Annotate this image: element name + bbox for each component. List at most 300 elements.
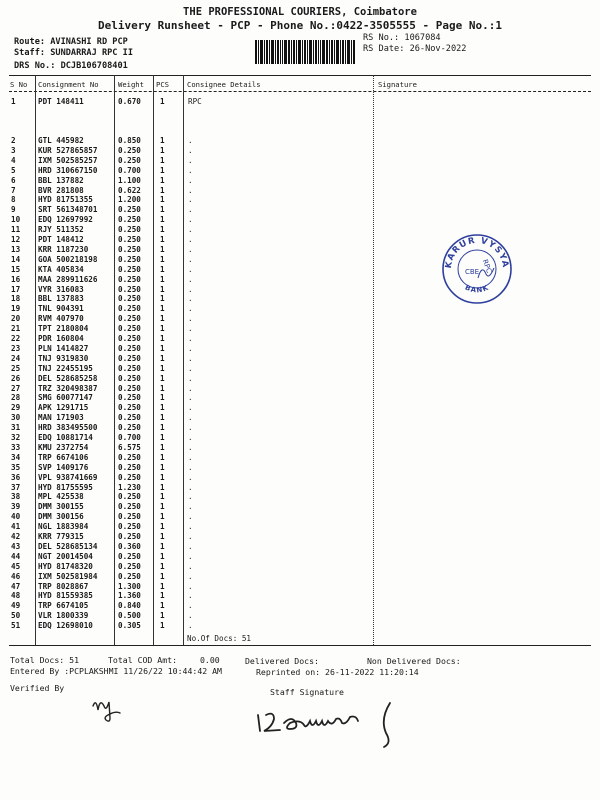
row-pcs: 1 [160,274,165,284]
row-pcs: 1 [160,383,165,393]
row-pcs: 1 [160,492,165,502]
row-consignment: MAN 171903 [38,413,84,423]
row-sno: 1 [11,97,16,106]
stamp-bank-word: BANK [463,283,491,295]
table-row [0,433,380,443]
row-sno: 32 [11,433,21,442]
row-sno: 3 [11,145,16,155]
row-weight: 0.250 [118,334,141,343]
row-consignment: DMM 300155 [38,502,84,512]
table-row [0,384,380,394]
row-weight: 0.250 [118,423,141,433]
table-row [0,453,380,463]
row-consignment: SVP 1409176 [38,462,89,472]
row-details: . [188,353,193,363]
table-row [0,195,380,205]
row-weight: 0.622 [118,185,141,195]
row-pcs: 1 [160,472,165,482]
row-details: . [188,611,193,621]
row-consignment: TNL 904391 [38,304,84,314]
row-sno: 50 [11,611,21,621]
row-consignment: PDT 148412 [38,235,84,244]
row-weight: 0.360 [118,541,141,551]
row-sno: 19 [11,304,21,314]
row-consignment: NGL 1883984 [38,522,89,532]
table-row [0,413,380,423]
table-row [0,245,380,255]
row-sno: 28 [11,393,21,403]
table-row [0,374,380,384]
row-weight: 0.700 [118,433,141,442]
row-consignment: PDR 160804 [38,334,84,343]
table-row [0,314,380,324]
row-weight: 6.575 [118,442,141,452]
row-sno: 42 [11,532,21,541]
row-details: . [188,482,193,492]
row-pcs: 1 [160,423,165,433]
col-header-consignment: Consignment No [38,80,99,89]
row-details: . [188,472,193,482]
row-weight: 0.250 [118,145,141,155]
row-sno: 44 [11,551,21,561]
table-row [0,423,380,433]
no-of-docs: No.Of Docs: 51 [187,634,252,643]
row-pcs: 1 [160,581,165,591]
row-details: . [188,462,193,472]
row-consignment: APK 1291715 [38,403,89,413]
row-sno: 29 [11,403,21,413]
table-row [0,146,380,156]
row-details: . [188,284,193,294]
row-details: . [188,314,193,324]
row-consignment: HYD 81751355 [38,195,93,205]
row-weight: 1.200 [118,195,141,205]
row-consignment: RVM 407970 [38,314,84,324]
row-consignment: TRP 6674105 [38,601,89,611]
row-sno: 4 [11,155,16,165]
row-weight: 1.360 [118,591,141,601]
row-pcs: 1 [160,195,165,205]
row-sno: 12 [11,235,21,244]
table-header-rule [9,91,591,92]
svg-text:BANK [464,283,491,294]
row-pcs: 1 [160,175,165,185]
row-sno: 8 [11,195,16,205]
row-details: . [188,205,193,215]
row-weight: 0.250 [118,551,141,561]
row-sno: 20 [11,314,21,324]
total-cod-amount: 0.00 [200,655,220,665]
table-row [0,393,380,403]
row-weight: 0.250 [118,324,141,334]
staff-signature [250,695,410,750]
row-consignment: KRR 1187230 [38,244,89,254]
row-sno: 33 [11,442,21,452]
row-weight: 0.250 [118,522,141,532]
row-sno: 49 [11,601,21,611]
row-weight: 0.250 [118,284,141,294]
row-details: . [188,373,193,383]
row-details: . [188,264,193,274]
row-weight: 0.850 [118,136,141,145]
row-sno: 45 [11,561,21,571]
row-weight: 0.250 [118,452,141,462]
stamp-bank-name: KARUR VYSYA [443,235,511,270]
row-pcs: 1 [160,522,165,532]
row-consignment: KUR 527865857 [38,145,98,155]
row-weight: 0.250 [118,472,141,482]
row-pcs: 1 [160,393,165,403]
row-details: . [188,185,193,195]
row-pcs: 1 [160,601,165,611]
table-row [0,483,380,493]
row-sno: 16 [11,274,21,284]
row-consignment: IXM 502581984 [38,571,98,581]
row-pcs: 1 [160,353,165,363]
row-sno: 25 [11,363,21,373]
table-row [0,265,380,275]
row-pcs: 1 [160,205,165,215]
table-row [0,502,380,512]
table-row [0,324,380,334]
table-row [0,512,380,522]
row-details: . [188,393,193,403]
row-details: . [188,591,193,601]
row-sno: 51 [11,621,21,631]
table-row [0,463,380,473]
table-row [0,215,380,225]
row-details: . [188,145,193,155]
row-consignment: KMU 2372754 [38,442,89,452]
row-pcs: 1 [160,512,165,522]
row-consignment: HRD 310667150 [38,165,98,175]
row-details: . [188,621,193,631]
row-sno: 14 [11,254,21,264]
table-row [0,552,380,562]
row-consignment: DEL 528685134 [38,541,98,551]
row-weight: 1.100 [118,175,141,185]
row-sno: 35 [11,462,21,472]
row-pcs: 1 [160,294,165,304]
table-row [0,473,380,483]
row-sno: 11 [11,225,21,235]
table-row [0,285,380,295]
row-details: . [188,452,193,462]
row-weight: 0.250 [118,264,141,274]
row-weight: 0.250 [118,532,141,541]
row-sno: 22 [11,334,21,343]
row-details: . [188,274,193,284]
row-pcs: 1 [160,502,165,512]
row-consignment: VLR 1800339 [38,611,89,621]
row-details: . [188,522,193,532]
table-row [0,443,380,453]
row-pcs: 1 [160,165,165,175]
row-consignment: HYD 81748320 [38,561,93,571]
row-weight: 0.250 [118,571,141,581]
row-sno: 2 [11,136,16,145]
row-sno: 36 [11,472,21,482]
row-sno: 26 [11,373,21,383]
row-consignment: HYD 81755595 [38,482,93,492]
row-weight: 0.250 [118,462,141,472]
row-pcs: 1 [160,304,165,314]
row-pcs: 1 [160,363,165,373]
row-pcs: 1 [160,244,165,254]
row-consignment: BBL 137883 [38,294,84,304]
row-pcs: 1 [160,185,165,195]
row-pcs: 1 [160,284,165,294]
row-details: . [188,235,193,244]
row-details: . [188,581,193,591]
row-weight: 0.250 [118,512,141,522]
row-consignment: PDT 148411 [38,97,84,106]
row-sno: 48 [11,591,21,601]
col-header-details: Consignee Details [187,80,261,89]
row-pcs: 1 [160,145,165,155]
row-consignment: TRP 6674106 [38,452,89,462]
row-details: . [188,175,193,185]
row-pcs: 1 [160,571,165,581]
table-row [0,344,380,354]
row-sno: 40 [11,512,21,522]
table-row [0,275,380,285]
barcode [255,40,355,64]
col-header-weight: Weight [118,80,144,89]
row-weight: 0.250 [118,561,141,571]
row-weight: 0.250 [118,304,141,314]
row-consignment: PLN 1414827 [38,343,89,353]
row-consignment: MAA 289911626 [38,274,98,284]
table-row [0,334,380,344]
table-top-rule [9,75,591,76]
delivered-docs: Delivered Docs: [245,656,319,666]
drs-number: DRS No.: DCJB106708401 [14,61,128,71]
non-delivered-docs: Non Delivered Docs: [367,656,461,666]
stamp-city: CBE [464,268,480,276]
table-row [0,611,380,621]
row-details: . [188,403,193,413]
row-consignment: SRT 561348701 [38,205,98,215]
row-pcs: 1 [160,215,165,225]
row-pcs: 1 [160,621,165,631]
table-row [0,176,380,186]
table-row [0,255,380,265]
row-sno: 18 [11,294,21,304]
row-weight: 0.250 [118,235,141,244]
row-details: . [188,136,193,145]
row-details: . [188,423,193,433]
row-details: . [188,413,193,423]
row-sno: 39 [11,502,21,512]
row-details: . [188,343,193,353]
row-weight: 0.250 [118,502,141,512]
row-weight: 0.250 [118,155,141,165]
table-row [0,186,380,196]
row-pcs: 1 [160,413,165,423]
row-consignment: VYR 316083 [38,284,84,294]
row-pcs: 1 [160,433,165,442]
row-pcs: 1 [160,452,165,462]
row-details: . [188,383,193,393]
col-header-sno: S No [10,80,28,89]
row-consignment: BBL 137882 [38,175,84,185]
row-details: . [188,442,193,452]
row-consignment: RJY 511352 [38,225,84,235]
row-sno: 30 [11,413,21,423]
row-pcs: 1 [160,442,165,452]
verified-by-label: Verified By [10,683,65,693]
row-weight: 0.250 [118,363,141,373]
table-row [0,601,380,611]
row-details: RPC [188,97,202,106]
row-weight: 0.250 [118,294,141,304]
row-weight: 0.250 [118,413,141,423]
row-weight: 0.250 [118,274,141,284]
row-weight: 0.250 [118,373,141,383]
table-row [0,591,380,601]
table-row [0,364,380,374]
stamp-code: RPC [480,258,494,275]
table-row [0,621,380,631]
row-weight: 0.500 [118,611,141,621]
table-row [0,166,380,176]
row-weight: 0.250 [118,492,141,502]
table-row [0,136,380,146]
row-details: . [188,254,193,264]
row-weight: 0.250 [118,343,141,353]
row-consignment: KTA 405834 [38,264,84,274]
row-pcs: 1 [160,611,165,621]
row-pcs: 1 [160,225,165,235]
row-weight: 0.305 [118,621,141,631]
row-pcs: 1 [160,373,165,383]
row-pcs: 1 [160,324,165,334]
row-pcs: 1 [160,541,165,551]
row-sno: 7 [11,185,16,195]
row-pcs: 1 [160,532,165,541]
table-row [0,294,380,304]
row-pcs: 1 [160,591,165,601]
table-row [0,97,380,107]
row-sno: 24 [11,353,21,363]
staff-signature-label: Staff Signature [270,687,344,697]
row-weight: 1.230 [118,482,141,492]
row-weight: 0.250 [118,215,141,225]
table-row [0,582,380,592]
row-sno: 46 [11,571,21,581]
svg-text:KARUR VYSYA [444,236,510,269]
row-pcs: 1 [160,462,165,472]
row-consignment: IXM 502585257 [38,155,98,165]
table-row [0,542,380,552]
runsheet-subtitle: Delivery Runsheet - PCP - Phone No.:0422-3505555 - Page No.:1 [98,19,502,32]
row-sno: 21 [11,324,21,334]
company-title: THE PROFESSIONAL COURIERS, Coimbatore [183,6,417,18]
row-consignment: TRZ 320498387 [38,383,98,393]
row-weight: 0.840 [118,601,141,611]
row-pcs: 1 [160,561,165,571]
row-sno: 9 [11,205,16,215]
row-details: . [188,363,193,373]
col-header-pcs: PCS [156,80,169,89]
row-details: . [188,551,193,561]
row-details: . [188,571,193,581]
bank-stamp [440,232,514,306]
row-sno: 43 [11,541,21,551]
row-consignment: GOA 500218198 [38,254,98,264]
row-details: . [188,502,193,512]
row-details: . [188,155,193,165]
row-weight: 0.250 [118,403,141,413]
row-details: . [188,294,193,304]
row-sno: 10 [11,215,21,225]
row-consignment: TNJ 9319830 [38,353,89,363]
row-details: . [188,324,193,334]
row-sno: 34 [11,452,21,462]
row-consignment: EDQ 12698010 [38,621,93,631]
row-details: . [188,225,193,235]
total-cod-label: Total COD Amt: [108,655,178,665]
row-details: . [188,215,193,225]
table-row [0,225,380,235]
row-weight: 0.250 [118,383,141,393]
row-pcs: 1 [160,314,165,324]
row-sno: 13 [11,244,21,254]
row-pcs: 1 [160,264,165,274]
row-consignment: TNJ 22455195 [38,363,93,373]
row-consignment: NGT 20014504 [38,551,93,561]
row-details: . [188,334,193,343]
table-row [0,572,380,582]
row-consignment: TPT 2180804 [38,324,89,334]
row-details: . [188,561,193,571]
row-consignment: GTL 445982 [38,136,84,145]
row-consignment: DMM 300156 [38,512,84,522]
rs-date: RS Date: 26-Nov-2022 [363,44,467,54]
row-weight: 0.250 [118,353,141,363]
total-docs: Total Docs: 51 [10,655,80,665]
row-pcs: 1 [160,155,165,165]
row-weight: 0.250 [118,244,141,254]
row-pcs: 1 [160,403,165,413]
row-details: . [188,541,193,551]
row-pcs: 1 [160,254,165,264]
row-consignment: HYD 81559385 [38,591,93,601]
row-weight: 0.250 [118,205,141,215]
row-details: . [188,195,193,205]
row-consignment: SMG 60077147 [38,393,93,403]
table-row [0,403,380,413]
table-row [0,532,380,542]
row-details: . [188,601,193,611]
row-consignment: KRR 779315 [38,532,84,541]
row-pcs: 1 [160,97,165,106]
row-sno: 38 [11,492,21,502]
row-pcs: 1 [160,482,165,492]
col-header-signature: Signature [378,80,417,89]
row-sno: 47 [11,581,21,591]
route-label: Route: AVINASHI RD PCP [14,37,128,47]
row-weight: 0.250 [118,254,141,264]
row-pcs: 1 [160,551,165,561]
row-sno: 37 [11,482,21,492]
row-sno: 15 [11,264,21,274]
entered-by: Entered By :PCPLAKSHMI 11/26/22 10:44:42 AM [10,666,222,676]
row-sno: 23 [11,343,21,353]
row-details: . [188,492,193,502]
row-details: . [188,532,193,541]
